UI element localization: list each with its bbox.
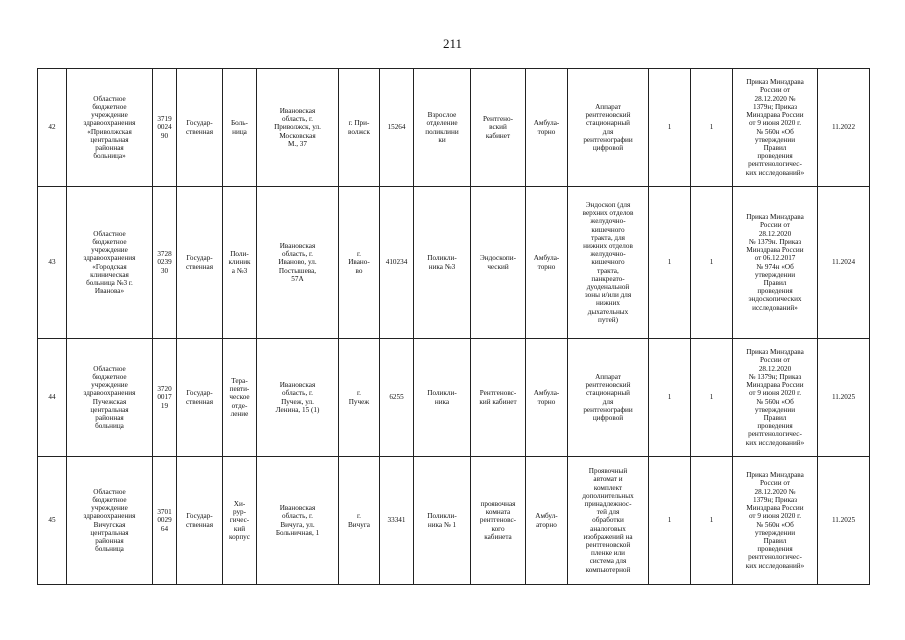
institution-code: 3728 0239 30: [153, 187, 177, 339]
facility-type: Боль- ница: [223, 69, 257, 187]
institution-name: Областное бюджетное учреждение здравоохранения «Приволжская центральная районная больница»: [67, 69, 153, 187]
quantity-1: 1: [649, 339, 691, 457]
table-row: [38, 187, 870, 339]
facility-type: Поли- клиник а №3: [223, 187, 257, 339]
unit: проявочная комната рентгеновс- кого кабинета: [471, 457, 526, 585]
quantity-2: 1: [691, 187, 733, 339]
page-number: 211: [442, 36, 463, 51]
unit: Рентгено- вский кабинет: [471, 69, 526, 187]
unit: Эндоскопи- ческий: [471, 187, 526, 339]
row-number: 43: [38, 187, 67, 339]
equipment: Эндоскоп (для верхних отделов желудочно- кишечного тракта, для нижних отделов желудочно- кишечного тракта, панкреато- дуоденальной зоны и/или для нижних дыхательных путей): [568, 187, 649, 339]
row-number: 45: [38, 457, 67, 585]
quantity-2: 1: [691, 339, 733, 457]
institution-code: 3719 0024 90: [153, 69, 177, 187]
postal-code: 410234: [380, 187, 414, 339]
department: Взрослое отделение поликлини ки: [414, 69, 471, 187]
due-date: 11.2024: [818, 187, 870, 339]
department: Поликли- ника №3: [414, 187, 471, 339]
city: г. Ивано- во: [339, 187, 380, 339]
postal-code: 33341: [380, 457, 414, 585]
table-row: [38, 457, 870, 585]
care-conditions: Амбула- торно: [526, 69, 568, 187]
equipment: Аппарат рентгеновский стационарный для рентгенографии цифровой: [568, 69, 649, 187]
regulatory-order: Приказ Минздрава России от 28.12.2020 № 1379н; Приказ Минздрава России от 9 июня 2020 г. № 560н «Об утверждении Правил проведения рентгенологичес- ких исследований»: [733, 457, 818, 585]
equipment-registry-table: [37, 68, 870, 585]
regulatory-order: Приказ Минздрава России от 28.12.2020 № 1379н. Приказ Минздрава России от 06.12.2017 № 974н «Об утверждении Правил проведения эндоскопических исследований»: [733, 187, 818, 339]
care-conditions: Амбула- торно: [526, 339, 568, 457]
ownership-form: Государ- ственная: [177, 339, 223, 457]
institution-name: Областное бюджетное учреждение здравоохранения Вичугская центральная районная больница: [67, 457, 153, 585]
facility-type: Хи- рур- гичес- кий корпус: [223, 457, 257, 585]
postal-code: 15264: [380, 69, 414, 187]
address: Ивановская область, г. Вичуга, ул. Больничная, 1: [257, 457, 339, 585]
care-conditions: Амбул- аторно: [526, 457, 568, 585]
institution-code: 3701 0029 64: [153, 457, 177, 585]
institution-name: Областное бюджетное учреждение здравоохранения «Городская клиническая больница №3 г. Иванова»: [67, 187, 153, 339]
city: г. Пучеж: [339, 339, 380, 457]
facility-type: Тера- певти- ческое отде- ление: [223, 339, 257, 457]
quantity-1: 1: [649, 187, 691, 339]
regulatory-order: Приказ Минздрава России от 28.12.2020 № 1379н; Приказ Минздрава России от 9 июня 2020 г. № 560н «Об утверждении Правил проведения рентгенологичес- ких исследований»: [733, 339, 818, 457]
ownership-form: Государ- ственная: [177, 69, 223, 187]
address: Ивановская область, г. Иваново, ул. Постышева, 57А: [257, 187, 339, 339]
unit: Рентгеновс- кий кабинет: [471, 339, 526, 457]
institution-name: Областное бюджетное учреждение здравоохранения Пучежская центральная районная больница: [67, 339, 153, 457]
quantity-2: 1: [691, 457, 733, 585]
table-row: [38, 69, 870, 187]
due-date: 11.2025: [818, 339, 870, 457]
ownership-form: Государ- ственная: [177, 457, 223, 585]
quantity-2: 1: [691, 69, 733, 187]
quantity-1: 1: [649, 69, 691, 187]
department: Поликли- ника № 1: [414, 457, 471, 585]
address: Ивановская область, г. Приволжск, ул. Московская М., 37: [257, 69, 339, 187]
postal-code: 6255: [380, 339, 414, 457]
care-conditions: Амбула- торно: [526, 187, 568, 339]
due-date: 11.2025: [818, 457, 870, 585]
ownership-form: Государ- ственная: [177, 187, 223, 339]
city: г. Вичуга: [339, 457, 380, 585]
department: Поликли- ника: [414, 339, 471, 457]
row-number: 44: [38, 339, 67, 457]
address: Ивановская область, г. Пучеж, ул. Ленина, 15 (1): [257, 339, 339, 457]
regulatory-order: Приказ Минздрава России от 28.12.2020 № 1379н; Приказ Минздрава России от 9 июня 2020 г. № 560н «Об утверждении Правил проведения рентгенологичес- ких исследований»: [733, 69, 818, 187]
table-row: [38, 339, 870, 457]
row-number: 42: [38, 69, 67, 187]
city: г. При- волжск: [339, 69, 380, 187]
institution-code: 3720 0017 19: [153, 339, 177, 457]
quantity-1: 1: [649, 457, 691, 585]
equipment: Аппарат рентгеновский стационарный для рентгенографии цифровой: [568, 339, 649, 457]
due-date: 11.2022: [818, 69, 870, 187]
equipment: Проявочный автомат и комплект дополнительных принадлежнос- тей для обработки аналоговых изображений на рентгеновской пленке или система для компьютерной: [568, 457, 649, 585]
